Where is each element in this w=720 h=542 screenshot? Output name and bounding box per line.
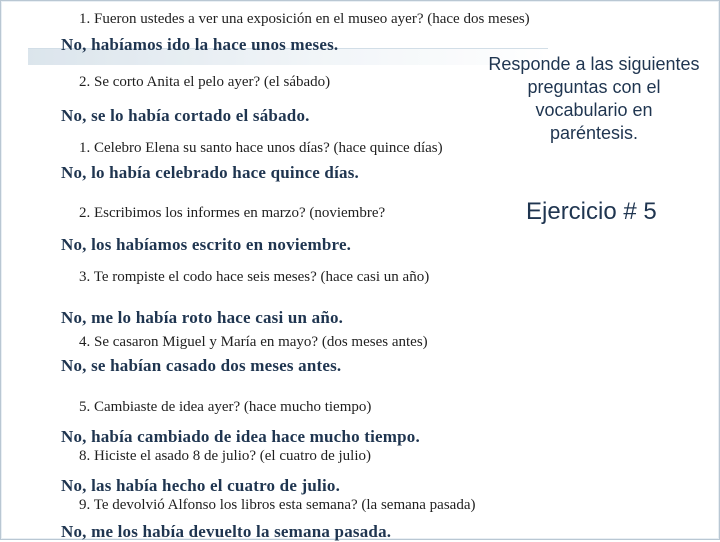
answer-8: No, las había hecho el cuatro de julio. bbox=[61, 476, 341, 495]
exercise-title: Ejercicio # 5 bbox=[526, 198, 657, 225]
instructions-text: Responde a las siguientes preguntas con el vocabulario en paréntesis. bbox=[488, 54, 700, 143]
answer-7: No, había cambiado de idea hace mucho tiempo. bbox=[61, 427, 420, 446]
question-5: 3. Te rompiste el codo hace seis meses? (hace casi un año) bbox=[79, 269, 430, 285]
answer-6: No, se habían casado dos meses antes. bbox=[61, 356, 342, 375]
answer-1: No, habíamos ido la hace unos meses. bbox=[61, 35, 339, 54]
question-6: 4. Se casaron Miguel y María en mayo? (dos meses antes) bbox=[79, 334, 428, 350]
answer-2: No, se lo había cortado el sábado. bbox=[61, 106, 310, 125]
answer-3: No, lo había celebrado hace quince días. bbox=[61, 163, 359, 182]
answer-4: No, los habíamos escrito en noviembre. bbox=[61, 235, 352, 254]
question-2: 2. Se corto Anita el pelo ayer? (el sábado) bbox=[79, 74, 331, 90]
question-3: 1. Celebro Elena su santo hace unos días? (hace quince días) bbox=[79, 140, 443, 156]
question-7: 5. Cambiaste de idea ayer? (hace mucho tiempo) bbox=[79, 399, 372, 415]
question-1: 1. Fueron ustedes a ver una exposición en el museo ayer? (hace dos meses) bbox=[79, 11, 530, 27]
answer-9: No, me los había devuelto la semana pasada. bbox=[61, 522, 392, 541]
answer-5: No, me lo había roto hace casi un año. bbox=[61, 308, 344, 327]
question-4: 2. Escribimos los informes en marzo? (noviembre? bbox=[79, 205, 386, 221]
question-9: 9. Te devolvió Alfonso los libros esta semana? (la semana pasada) bbox=[79, 497, 476, 513]
question-8: 8. Hiciste el asado 8 de julio? (el cuatro de julio) bbox=[79, 448, 371, 464]
